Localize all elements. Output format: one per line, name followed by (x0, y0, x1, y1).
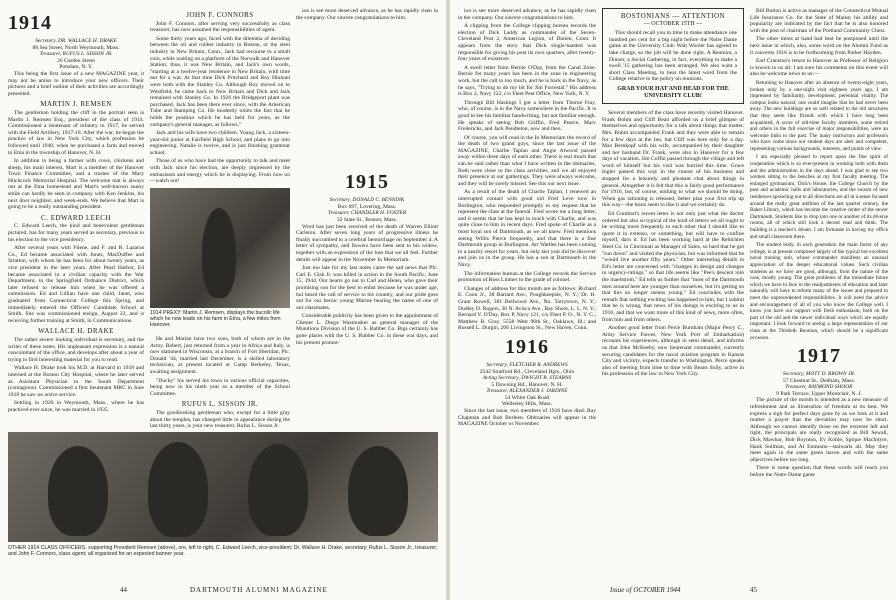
notice-title: BOSTONIANS — ATTENTION (620, 12, 726, 20)
paragraph: John F. Connors, after serving very successfully as class treasurer, has now assumed the responsibilities of agent. (150, 20, 290, 34)
secretary-address: 88 Sea Street, North Weymouth, Mass. (32, 44, 120, 51)
paragraph: C. Edward Leech, the kind and benevolent gentleman pictured, has for many years served as secretary, previous to his election to the vice presidency. (8, 223, 144, 243)
section-heading: WALLACE H. DRAKE (38, 327, 114, 336)
left-page (0, 0, 446, 600)
acting-secretary-line: Acting Secretary, DWIGHT B. STEARNS (482, 375, 572, 382)
paragraph: Those of us who have had the opportunity to talk and meet with Jack since his election, are deeply impressed by the enthusiasm and energy which he is displaying. From now on—watch out! (150, 158, 290, 184)
treasurer-address: 32 State St., Boston, Mass. (336, 216, 398, 223)
photo-figure (202, 208, 236, 298)
paragraph: After several years with Filene, and F. and R. Lazarus Co., Ed became associated with Jones, MacDuffee and Stratton, with whom he has been for about twenty years, as vice president in the later years. After Pearl Harbor, Ed became associated in a civilian capacity with the War Department, in the Springfield Ordnance District, which later refused to release him when he was offered a commission. Ed and Lillian have one child, Janet, who graduated from Connecticut College this Spring, and immediately entered the Officers' Candidate School at Smith. She was commissioned ensign, August 22, and is receiving further training at Smith, in Communications. (8, 245, 144, 324)
section-heading: C. EDWARD LEECH (41, 213, 111, 222)
class-officers-photo (8, 432, 438, 542)
quoted-letter: Returning to Hanover after an absence of twenty-eight years, broken only by a one-night visit eighteen years ago, I am impressed by familiarity, development, perennial vitality. The campus looks natural; one could imagine that he had never been away. The new buildings are so well related to the old structures that they seem like friends with which I have long been acquainted. A score of old-time faculty members, some retired and others in the full exercise of major responsibilities, were an welcome links to the past. The many instructors and professors who have come since our student days are alert and competent, representing various backgrounds, interests, and points of view. (750, 79, 888, 152)
paragraph: The goodlooking gentleman who, except for a little gray about the temples, has changed little in appearance during the last thirty years, is your new treasurer, Rufus L. Sisson Jr. (150, 409, 290, 430)
paragraph: The other items at hand had best be postponed until the next issue in which, also, some word on the Alumni Fund as it concerns 1916 is to be forthcoming from Parker Hayden. (750, 36, 888, 56)
paragraph: Just too late for my last notes came the sad news that Pfc. Carl E. Gish Jr. was killed in action in the South Pacific, June 15, 1944. Our hearts go out to Carl and Helen, who gave their promising son for the best to enlist because he was under age, but heard the call of service to his country, and our pride goes out for our heroic young Marine bearing the name of one of our classmates. (296, 265, 438, 311)
treasurer-line: Treasurer, RAYMOND SHOOK (785, 384, 853, 391)
photo-figure (248, 444, 308, 536)
acting-secretary-address: 5 Downing Rd., Hanover, N. H. (491, 381, 563, 388)
paragraph: The picture of the month is intended as a new measure of refreshment and as illustration of freedom at its best. We express a sigh for perfect days gone by as we look at it and mutter a prayer that the deviation may now be short. Although we cannot identify those on the extreme left and right, the principals are really recognized as Bill Sewall, Dick Mawhar, Bob Boynton, Ev Kohle, Spique MacIntyre, Hank Sullman, and Al Emmons—stalwarts all. May they meet again in the same green haven and with the same objectives before too long. (750, 397, 888, 463)
remsen-farm-photo (150, 188, 290, 308)
photo-caption: OTHER 1914 CLASS OFFICERS, supporting President Remsen (above), ore, left to right, C. Edward Leech, vice-president; Dr. Wallace H. Drake, secretary; Rufus L. Sisson Jr., treasurer; and John F. Connors, class agent; all organized for an expected banner year. (8, 545, 438, 558)
secretary-address: 2542 Stratford Rd., Cleveland Hgts., Ohio (479, 368, 575, 375)
secretary-line: Secretary, DONALD C. BENNINK (329, 197, 405, 204)
secretary-line: Secretary, MOTT D. BROWN JR. (782, 371, 855, 378)
secretary-line: Secretary, FLETCHER R. ANDREWS (486, 361, 568, 368)
paragraph: A clipping from the College clipping bureau records the election of Dick Laddy as commander of the Seven-Cleveland Post 2, American Legion, of Darien, Conn. It appears from the story that Dick single-handed was responsible for giving his post its own quarters, after twenty-four years of existence. (458, 23, 596, 63)
treasurer-line: Treasurer, ALEXANDER J. JARDINE (486, 388, 568, 395)
secretary-line: Secretary, DR. WALLACE H. DRAKE (35, 38, 117, 44)
photo-caption: 1914 PREXY: Martin J. Remsen, displays the bucolic life which he now leads on his farm in Etna, a few miles from Hanover. (150, 310, 281, 329)
paragraph: The gentleman holding the cliff in the portrait seen is Martin J. Remsen Esq., president of the class of 1914. Commissioned a lieutenant of infantry in 1917, he served with the Field Artillery, 1917-18. After the war, he began the practice of law in New York City, which profession he followed until 1940, when he purchased a farm and moved to Etna in the township of Hanover, N. H. (8, 109, 144, 156)
class-year-heading: 1917 (797, 345, 841, 368)
paragraph: Bill Button is active as manager of the Connecticut Mutual Life Insurance Co. for the State of Maine; his ability and popularity are indicated by the fact that he is also honored with the post of chairman of the Portland Community Chest. (750, 8, 888, 34)
paragraph: Ed Gombart's recent letter is not only just what the doctor ordered but also so typical of the kind of letters we all ought to be writing more frequently to each other that I should like to quote it in extenso, or something, but will have to confine myself, darn it. Ed has been working hard at the Rehlchten Steel Co. in Cincinnati as Manager of Sales, so hard that he got "run down" and visited the physician, but was informed that he "would live another fifty years." Other interesting details in Ed's letter are concerned with "changes in design and changes in urgency-ratings," so that life seems like "Pee's descent into the maelstrom." Ed tells us further that "most of the Dartmouth men around here are younger than ourselves, but it's getting so that this no longer means young." Ed concludes with the remark that nothing exciting has happened to him, but I submit that he is wrong, that news of his doings is exciting to us in 1916, and that we want more of this kind of news, more often, from him and from others. (602, 211, 744, 323)
paragraph: This being the first issue of a new MAGAZINE year, it may not be amiss to introduce your new officers. Their pictures and a brief outline of their activities are accordingly presented. (8, 70, 144, 97)
class-year-heading: 1915 (345, 171, 389, 194)
paragraph: Wallace H. Drake took his M.D. at Harvard in 1918 and interned at the Boston City Hospital, where he later served as Assistant Physician to the South Department (contagious). Commissioned a first lieutenant MRC in June 1918 he saw no active service. (8, 365, 144, 398)
section-heading: RUFUS L. SISSON JR. (181, 400, 259, 409)
paragraph: Settling in 1920 in Weymouth, Mass., where he has practiced ever since, he was married in 1935. (8, 400, 144, 413)
paragraph: ion is see more deserved advance, as he has rapidly risen in the company. Our sincere congratulations to him. (296, 8, 438, 21)
column-1915 (296, 8, 438, 428)
page-number: 45 (750, 586, 757, 594)
paragraph: Word has just been received of the death of Warren Elliott Carleton. After seven long years of progressive illness he finally succumbed to a cerebral hemorrhage on September 4. A letter of sympathy, and flowers have been sent to his widow, together with an expression of the loss that we all feel. Further details will appear in the November In Memoriam. (296, 223, 438, 263)
treasurer-address: 9 Park Terrace, Upper Montclair, N. J. (776, 390, 862, 397)
paragraph: Some thirty years ago, faced with the dilemma of deciding between the oil and rubber industry in Boston, or the steel industry in New Britain, Conn., Jack had recourse to a small coin, while waiting on a platform of the Norwalk and Hanover Station; thus, it was New Britain, and Jack's own words, "starting at a twelve-year residence in New Britain, with time out for a war. At that time Dick Pritchard and Roy Hinman were both with the Stanley Co. Although Roy moved on to Westfield, he came back to New Britain and Dick and Jack remained with Stanley Co. In 1926 the Bridgeport plant was purchased, Jack has been there ever since, with the American Tube and Stamping Co. He modestly omits the fact that he holds the position which he has held for years, as the company's general manager, as follows." (150, 35, 290, 128)
paragraph: Another good letter from Perce Burnham (Major Percy C., Army Service Forces, New York Port of Embarkation) recounts his experiences, although in semi detail, and informs us that John McKeeby, now lieutenant commander, currently securing candidates for the naval aviation program in Kansas City and vicinity, expects transfer to Washington. Perce speaks also of meeting from time to time with Beans Sully, active in his profession of the law in New York City. (602, 325, 744, 378)
paragraph: Of course, you will read in the In Memoriam the record of the death of two grand guys, since the last issue of the MAGAZINE, Charlie Taplan and Angie Atwood passed away within three days of each other. There is real much that can be said rather than what I have written in the obituaries. Both were close to the class activities, and we all enjoyed their presence at our gatherings. They were always welcome, and they will be sorely missed. See this our next issue. (458, 134, 596, 187)
paragraph: Jack and his wife have two children. Young Jack, a sixteen-year-old junior at Fairfield High School, and plans to go into engineering. Natalie is twelve, and is just finishing grammar school. (150, 130, 290, 156)
paragraph: The rather severe looking individual is secretary, and the writer of these notes. His unpleasant expression is a natural concomitant of the office, and develops after about a year of trying to find interesting material for you to read. (8, 336, 144, 363)
treasurer-address: 54 White Oak Road (504, 394, 550, 401)
paragraph: Changes of address for this month are as follows: Richard E. Coon Jr., 38 Bartard Ave., Poughkeepsie, N. Y.; Dr. H. Grant Rowell, 381 Bellwood Ave., No. Tarrytown, N. Y.; Dudley D. Rogers, 30 N. Avisca Ave., Bay Shore, L. I., N. Y.; Bernard V. O'Day, Box P, Navy 121, c/o Fleet P. O., N. Y. C.; Matthew R. Gray, 5558 West 96th St., Oaklawn, Ill.; and Russell L. Durgin, 206 Livingston St., New Haven, Conn. (458, 285, 596, 332)
column-connors (150, 8, 290, 184)
notice-callout: GRAB YOUR HAT AND HEAD FOR THE UNIVERSITY CLUB! (617, 85, 729, 99)
treasurer-address-city: Wellesley Hills, Mass. (501, 401, 553, 408)
treasurer-address: 26 Garden Street (57, 57, 95, 64)
quoted-letter: The student body, in each generation the main factor of any college, is at present composed largely of the typical but excellent naval training unit, whose commander manifests an unusual appreciation of the deeper educational values. Such civilian students as we have are good, although, from the nature of the case, mostly young. The great problems of the immediate future which we have to face in the readjustments of education and later naturally will have to reform many of the issues and prepared to meet the unprecedented responsibilities. It will need the advice and encouragement of all of you who know the College well. I know you have our support with fresh enthusiasm, both on the part of the old and the newer individual ways which are equally important. I look forward to seeing a large representation of our class at the Thirtieth Reunion, which should be a significant occasion. (750, 242, 888, 341)
class-year-heading: 1916 (505, 335, 549, 358)
paragraph: "Ducky" his served his town in various official capacities, being now in his ninth year as a member of the School Committee. (150, 377, 290, 397)
page-number: 44 (120, 586, 127, 594)
notice-date: — OCTOBER 15TH — (643, 20, 703, 27)
treasurer-address-city: Potsdam, N. Y. (59, 64, 93, 71)
section-heading: JOHN F. CONNORS (186, 11, 254, 19)
notice-body: This should recall you in time to make attendance one hundred per cent for a big night before the Notre Dame game at the University Club. Walt Wooler has agreed to take charge, so the job will be done right. A Reunion, a Dinner, a Social Gathering, in fact, everything to make a swell '15 gathering has been arranged. We also want a short Class Meeting, to hear the latest word from the College relative to the policy on reunions. (609, 30, 737, 83)
paragraph: Through Bill Hastings I got a letter from Thorne Fray, who, of course, is in the Navy somewhere in the Pacific. It is good to see his familiar handwriting, but not familiar enough. He speaks of seeing Bob Griffin, Fred Pearce, Marv Fredericks, and Jack Pendleton, now and then. (458, 99, 596, 133)
issue-date: Issue of OCTOBER 1944 (610, 586, 681, 594)
paragraph: He and Marian have two sons, both of whom are in the Army. Robert, just returned from a year in Africa and Italy, is now stationed in Wisconsin, at a branch of Fort Sheridan, Pic. Donald '44, married last December, is a skilled laboratory technician, at present located at Camp Berkeley, Texas, awaiting assignment. (150, 336, 290, 375)
treasurer-line: Treasurer, RUFUS L. SISSON JR. (39, 51, 113, 58)
photo-figure (48, 446, 108, 536)
paragraph: Considerable publicity has been given to the appointment of Chester L. Diego Wasmusker as general manager of the Munitions Division of the U. S. Rubber Co. Bigs certainly has gone places with the U. S. Rubber Co. in these war days, and his present promot- (296, 313, 438, 346)
photo-figure (348, 446, 408, 536)
column-1915-cont (458, 8, 596, 573)
paragraph: A swell letter from Bernie O'Day, from the Canal Zone. Bernie for many years has been in the zone in engineering work, but the call to too much, and he is back in the Navy, as he says, "Trying to do my bit for Jim Forrestal." His address is Box 2, Navy 122, c/o Fleet Post Office, New York, N. Y. (458, 64, 596, 98)
bostonians-notice-box (602, 8, 744, 104)
paragraph: As a result of the death of Charlie Taplan, I renewed an interrupted contact with good old Fred Leve now in Burlington, who responded promptly to my request that he represent the class at the funeral. Fred wrote me a long letter, and it seems that he has kept in touch with Charlie, and was quite close to him in recent days. Fred spoke of Charlie as a most loyal son of Dartmouth, as we all knew. Fred mentions seeing Willis Pierce frequently, and that there is a fine Dartmouth group in Burlington. Art Wattles has been coming to a nearby resort for years, but only last year did he discover and join us in the group. He has a son at Dartmouth in the Navy. (458, 189, 596, 268)
column-1916 (602, 8, 744, 573)
quoted-letter: I am especially pleased to report upon the fine spirit of cooperation which is so ever-present in working both with them and the administration in the days ahead. I was glad to see two women sitting in the benches at my first faculty meeting. The enlarged gymnasium, Dick's House, the College Church by the post and academic halls and laboratories, and the swarm of new residences sprawling out to all directions are all in a sense focused around the really great addition of the last quarter century, the Baker Library, which has become the creative center of the newer Dartmouth. Students like to drop into one or another of its diverse rooms, all of which still look a decent read and think. The building is a teacher's dream. I am fortunate in having my office and small classroom there. (750, 154, 888, 240)
magazine-name: DARTMOUTH ALUMNI MAGAZINE (190, 586, 328, 594)
paragraph: Several members of the class have recently visited Hanover. Frank Bohm and Cliff Bean afforded us a brief glimpse of themselves and opportunity for a talk about things that matter. Mrs. Bohm accompanied Frank and they were able to remain for a few days at the Inn, but Cliff was here only for a day. Max Bernkopf with his wife, accompanied by their daughter and her husband Dr. Frank, were also in Hanover for a few days of vacation. Jim Coffin passed through the village and left word of himself but his visit was hurried this time. Grace Ingler passed this way in the course of his business and stopped for a leisurely and pleasant chat about things in general. Altogether it is felt that this is fairly good performance for 1916, but, of course, nothing to what we should be doing. When gas rationing is released, better plan your first trip up this way—the hosts seem to like it and we certainly do. (602, 110, 744, 209)
paragraph: There is some question that these words will reach you before the Notre Dame game (750, 465, 888, 478)
paragraph: Earl Cranston's return to Hanover as Professor of Religion is known to us all: I am sure his comments on this event will also be welcome news to us:— (750, 58, 888, 78)
paragraph: In addition to being a farmer with cows, chickens and sheep, his main interest, Mart is a member of the Hanover Town Finance Committee, and a trustee of the Mary Hitchcock Memorial Hospital. The welcome mat is always out at the Etna homestead and Mart's well-known sunny smile can hardly be seen in company with Ken Jenkins, his next door neighbor, and week-ends. We believe that Mart is going to be a really outstanding president. (8, 158, 144, 211)
class-year-heading: 1914 (8, 12, 52, 34)
right-page (450, 0, 896, 600)
secretary-address: 57 Chestnut St., Dedham, Mass. (782, 377, 856, 384)
section-heading: MARTIN J. REMSEN (40, 100, 112, 109)
secretary-address: Box 697, Lovering, Mass. (337, 203, 397, 210)
paragraph: Since the last issue, two members of 1916 have died: Ray Chapman and Bob Burleen. Obituaries will appear in the MAGAZINE October or November. (458, 408, 596, 428)
photo-figure (148, 442, 208, 537)
column-1917 (750, 8, 888, 573)
paragraph: The information bureau at the College records the Service promotion of Ross Lintner to the grade of colonel. (458, 270, 596, 284)
paragraph: ion is see more deserved advance, as he has rapidly risen in the company. Our sincere congratulations to him. (458, 8, 596, 21)
treasurer-line: Treasurer, CHANDLER H. FOSTER (327, 210, 407, 217)
